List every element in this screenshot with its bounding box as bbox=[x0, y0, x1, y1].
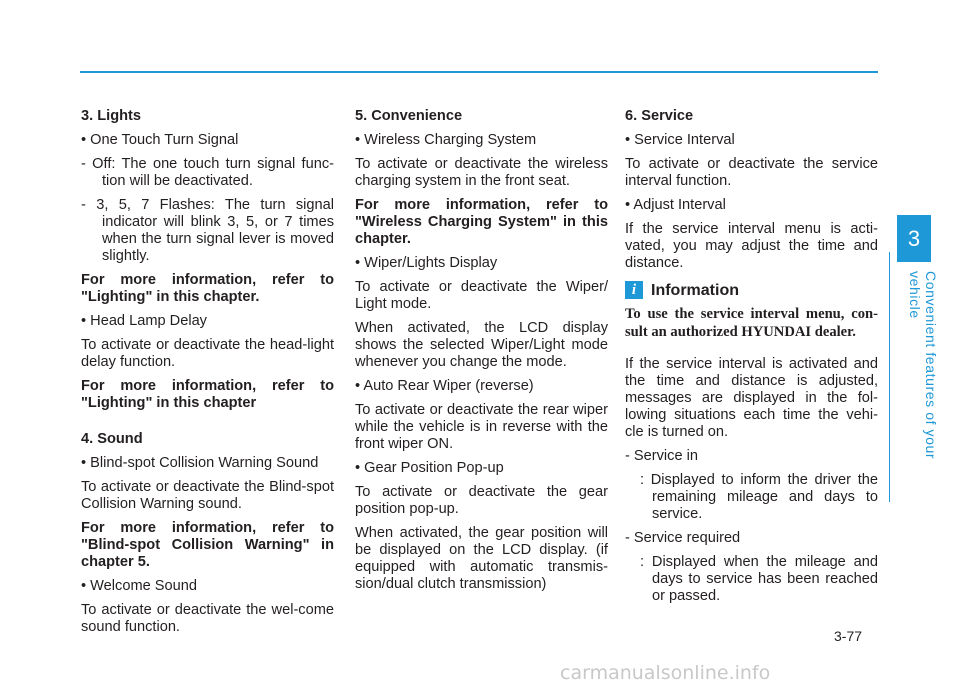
column-service bbox=[625, 108, 878, 612]
chapter-title: Convenient features of your vehicle bbox=[907, 271, 939, 460]
dash-item: - Service in bbox=[625, 448, 698, 464]
bullet-item: • Wireless Charging System bbox=[355, 132, 537, 148]
column-lights-sound bbox=[81, 108, 334, 643]
top-rule bbox=[80, 71, 878, 73]
dash-subitem: : Displayed to inform the driver the remaining mileage and days to service. bbox=[640, 472, 878, 522]
bullet-item: • Head Lamp Delay bbox=[81, 313, 207, 329]
bullet-item: • Auto Rear Wiper (reverse) bbox=[355, 378, 534, 394]
column-convenience bbox=[355, 108, 608, 600]
section-heading: 3. Lights bbox=[81, 108, 141, 124]
paragraph: To activate or deactivate the Wiper/ Light mode. bbox=[355, 279, 608, 312]
bullet-item: • Wiper/Lights Display bbox=[355, 255, 498, 271]
paragraph: When activated, the LCD display shows the selected Wiper/Light mode whenever you change the mode. bbox=[355, 320, 608, 370]
bullet-item: • Welcome Sound bbox=[81, 578, 197, 594]
bullet-item: • Adjust Interval bbox=[625, 197, 726, 213]
paragraph: If the service interval is activated and the time and distance is adjusted, messages are displayed in the fol-lowing situations each time the vehi-cle is turned on. bbox=[625, 356, 878, 440]
information-header bbox=[625, 281, 878, 299]
paragraph: To activate or deactivate the wireless charging system in the front seat. bbox=[355, 156, 608, 189]
page-number: 3-77 bbox=[834, 628, 863, 644]
bullet-item: • Gear Position Pop-up bbox=[355, 460, 504, 476]
dash-item: - Off: The one touch turn signal func-tion will be deactivated. bbox=[81, 156, 334, 189]
bullet-item: • One Touch Turn Signal bbox=[81, 132, 239, 148]
chapter-number: 3 bbox=[907, 226, 921, 251]
reference-note: For more information, refer to "Blind-spot Collision Warning" in chapter 5. bbox=[81, 520, 334, 570]
paragraph: If the service interval menu is acti-vated, you may adjust the time and distance. bbox=[625, 221, 878, 271]
paragraph: To activate or deactivate the gear position pop-up. bbox=[355, 484, 608, 517]
paragraph: To activate or deactivate the Blind-spot Collision Warning sound. bbox=[81, 479, 334, 512]
reference-note: For more information, refer to "Lighting" in this chapter bbox=[81, 378, 334, 411]
section-heading: 6. Service bbox=[625, 108, 694, 124]
dash-subitem: : Displayed when the mileage and days to service has been reached or passed. bbox=[640, 554, 878, 604]
bullet-item: • Blind-spot Collision Warning Sound bbox=[81, 455, 319, 471]
paragraph: When activated, the gear position will be displayed on the LCD display. (if equipped with automatic transmis-sion/dual clutch transmission) bbox=[355, 525, 608, 592]
paragraph: To activate or deactivate the rear wiper while the vehicle is in reverse with the front wiper ON. bbox=[355, 402, 608, 452]
reference-note: For more information, refer to "Wireless Charging System" in this chapter. bbox=[355, 197, 608, 247]
information-title: Information bbox=[651, 281, 739, 299]
chapter-tab bbox=[897, 215, 931, 262]
watermark: carmanualsonline.info bbox=[560, 662, 771, 684]
paragraph: To activate or deactivate the service interval function. bbox=[625, 156, 878, 189]
paragraph: To activate or deactivate the wel-come sound function. bbox=[81, 602, 334, 635]
information-text: To use the service interval menu, con-sult an authorized HYUNDAI dealer. bbox=[625, 306, 878, 340]
paragraph: To activate or deactivate the head-light delay function. bbox=[81, 337, 334, 370]
section-heading: 5. Convenience bbox=[355, 108, 463, 124]
dash-item: - Service required bbox=[625, 530, 741, 546]
dash-item: - 3, 5, 7 Flashes: The turn signal indicator will blink 3, 5, or 7 times when the turn signal lever is moved slightly. bbox=[81, 197, 334, 264]
info-icon: i bbox=[625, 281, 643, 299]
section-heading: 4. Sound bbox=[81, 431, 143, 447]
bullet-item: • Service Interval bbox=[625, 132, 735, 148]
reference-note: For more information, refer to "Lighting" in this chapter. bbox=[81, 272, 334, 305]
